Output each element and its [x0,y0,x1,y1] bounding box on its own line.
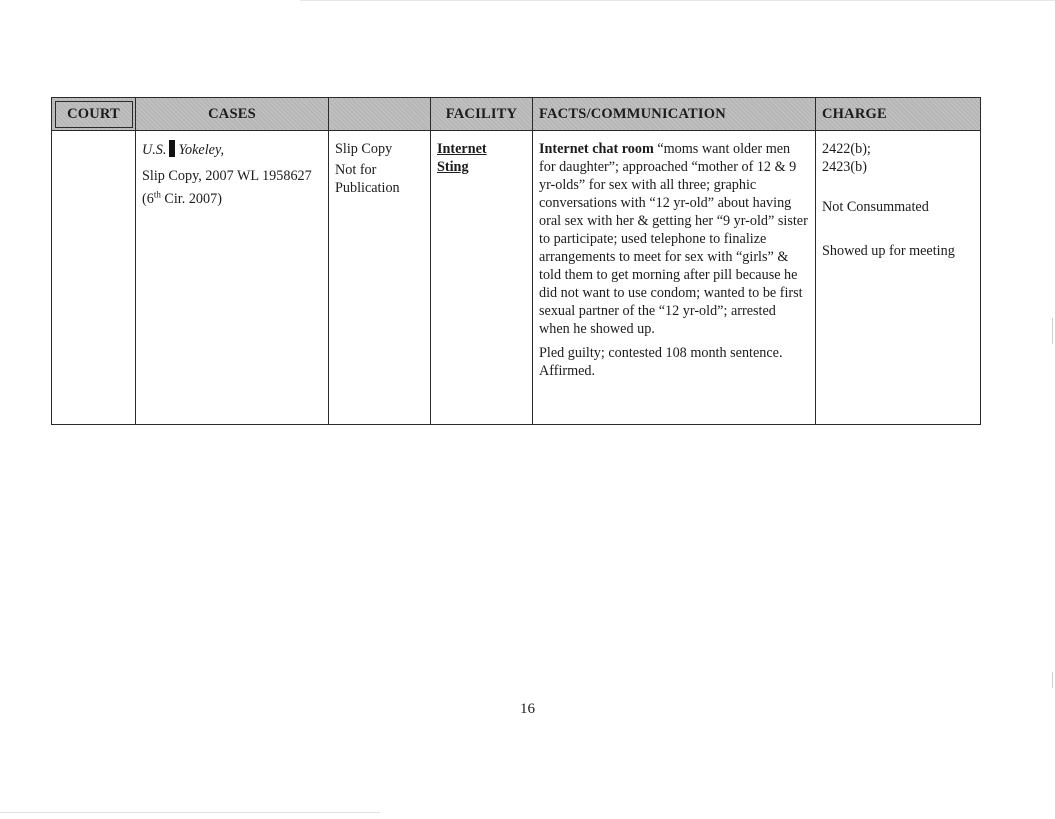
facts-lead: Internet chat room [539,141,654,157]
table-row [52,131,981,425]
facts-outcome: Pled guilty; contested 108 month sentence. Affirmed. [539,345,783,379]
publication-line-1: Slip Copy [335,141,393,157]
case-citation: Slip Copy, 2007 WL 1958627 (6th Cir. 2007) [142,168,312,207]
facts-header: FACTS/COMMUNICATION [533,98,816,131]
case-name: Yokeley, [178,142,225,158]
facility-cell [431,131,533,425]
blank-header [329,98,431,131]
case-summary-table [51,97,981,425]
facts-cell [533,131,816,425]
facts-body: “moms want older men for daughter”; approached “mother of 12 & 9 yr-olds” for sex with all three; graphic conversations with “12 yr-old” about having oral sex with her & getting her “9 yr-old” sister to participate; used telephone to finalize arrangements to meet for sex with “girls” & told them to get morning after pill because he did not want to use condom; wanted to be first sexual partner of the “12 yr-old”; arrested when he showed up. [539,141,808,337]
publication-cell [329,131,431,425]
cases-cell [136,131,329,425]
charge-line-2: 2423(b) [822,159,867,175]
consummation-status: Not Consummated [822,199,929,215]
cases-header: CASES [136,98,329,131]
case-prefix: U.S. [142,142,167,158]
charge-header: CHARGE [816,98,981,131]
charge-cell [816,131,981,425]
facility-value: Internet Sting [437,141,487,175]
scan-edge-mark [1052,318,1053,344]
header-row [52,98,981,131]
court-cell [52,131,136,425]
charge-line-1: 2422(b); [822,141,871,157]
court-header: COURT [52,98,136,131]
meeting-status: Showed up for meeting [822,243,955,259]
redaction-mark [169,140,175,157]
page-number: 16 [520,701,535,717]
publication-line-2: Not for Publication [335,162,400,196]
bottom-scan-edge [0,812,380,813]
top-scan-edge [300,0,1055,1]
case-name-line [142,140,322,159]
facts-paragraph [539,140,809,338]
facility-header: FACILITY [431,98,533,131]
scan-edge-mark [1052,672,1053,688]
